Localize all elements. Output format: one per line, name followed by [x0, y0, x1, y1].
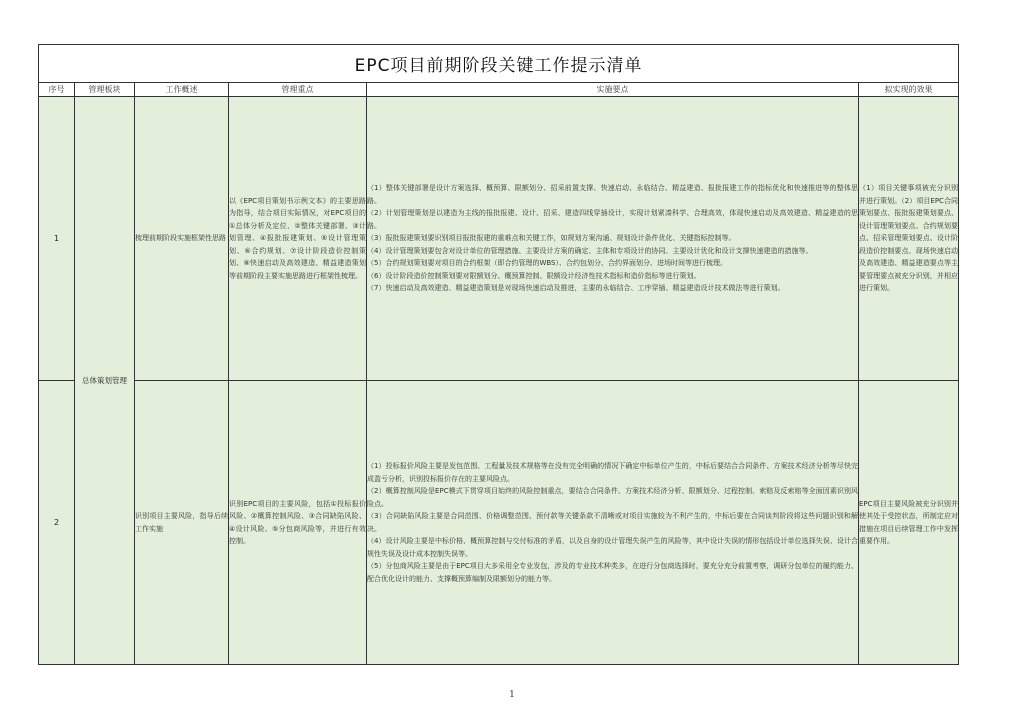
point-item: （3）报批报建策划要识别项目报批报建的重难点和关键工作，如规划方案沟通、规划设计条件优化、关键指标控制等。 — [367, 234, 736, 243]
point-item: （2）概算控制风险是EPC模式下贯穿项目始终的风险控制重点，要结合合同条件、方案技术经济分析、限额划分、过程控制、索赔及反索赔等全面因素识别风险点。 — [367, 487, 858, 508]
point-item: （7）快速启动及高效建造、精益建造策划是对现场快速启动及推进，主要的永临结合、工序穿插、精益建造设计技术做法等进行策划。 — [367, 284, 785, 293]
point-item: （5）分包商风险主要是由于EPC项目大多采用全专业发包，涉及的专业技术种类多，在进行分包商选择时，要充分充分前置考察，调研分包单位的履约能力、配合优化设计的能力、支撑概预算编制及限额划分的能力等。 — [367, 562, 858, 583]
module-cell: 总体策划管理 — [75, 97, 135, 665]
header-row — [39, 83, 959, 97]
row-effect: （1）项目关键事项被充分识别并进行策划。（2）项目EPC合同策划要点、报批报建策划要点、设计管理策划要点、合约规划要点、招采管理策划要点、设计阶段造价控制要点、现场快速启动及高效建造、精益建造要点等主要管理要点被充分识别，并相应进行策划。 — [859, 97, 959, 381]
point-item: （6）设计阶段造价控制策划要对限额划分、概预算控制、限额设计经济性技术指标和造价指标等进行策划。 — [367, 271, 701, 280]
header-effect: 拟实现的效果 — [859, 83, 959, 97]
header-focus: 管理重点 — [229, 83, 367, 97]
row-effect: EPC项目主要风险被充分识别并使其处于受控状态，所制定应对措施在项目后续管理工作中发挥重要作用。 — [859, 381, 959, 665]
row-points — [367, 97, 859, 381]
table-row — [39, 381, 959, 665]
header-overview: 工作概述 — [135, 83, 229, 97]
row-seq: 2 — [39, 381, 75, 665]
point-item: （1）投标报价风险主要是发包范围、工程量及技术规格等在没有完全明确的情况下确定中标单位产生的，中标后要结合合同条件、方案技术经济分析等尽快完成盈亏分析，识别投标报价存在的主要风险点。 — [367, 462, 858, 483]
row-focus: 以《EPC项目策划书示例文本》的主要思路为指导，结合项目实际情况，对EPC项目的①总体分析及定位、②整体关键部署、③计划管理、④报批报建策划、⑤设计管理策划、⑥合约规划、⑦设计阶段造价控制策划、⑧快速启动及高效建造、精益建造策划等前期阶段主要实施思路进行框架性梳理。 — [229, 97, 367, 381]
point-item: （3）合同缺陷风险主要是合同范围、价格调整范围、预付款等关键条款不清晰或对项目实施较为不利产生的，中标后要在合同谈判阶段将这些问题识别和解决。 — [367, 512, 858, 533]
header-seq: 序号 — [39, 83, 75, 97]
point-item: （4）设计风险主要是中标价格、概预算控制与交付标准的矛盾，以及自身的设计管理失误产生的风险等，其中设计失误的情形包括设计单位选择失误、设计合规性失误及设计成本控制失误等。 — [367, 537, 858, 558]
point-item: （2）计划管理策划是以建造为主线的报批报建、设计、招采、建造四线穿插设计，实现计划紧凑科学、合理高效，体现快速启动及高效建造、精益建造的思路。 — [367, 209, 858, 230]
point-item: （4）设计管理策划要包含对设计单位的管理措施、主要设计方案的确定、主体和专项设计的协同、主要设计优化和设计支撑快速建造的措施等。 — [367, 246, 813, 255]
point-item: （1）整体关键部署是设计方案选择、概预算、限额划分、招采前置支撑、快速启动、永临结合、精益建造、报批报建工作的指标优化和快速推进等的整体思路。 — [367, 184, 858, 205]
document-title: EPC项目前期阶段关键工作提示清单 — [39, 45, 959, 83]
header-module: 管理板块 — [75, 83, 135, 97]
checklist-table — [38, 44, 959, 665]
row-overview: 梳理前期阶段实施框架性思路 — [135, 97, 229, 381]
header-points: 实施要点 — [367, 83, 859, 97]
row-focus: 识别EPC项目的主要风险，包括①投标报价风险、②概算控制风险、③合同缺陷风险、④设计风险、⑤分包商风险等，并进行有效控制。 — [229, 381, 367, 665]
page-number: 1 — [509, 690, 515, 700]
table-row — [39, 97, 959, 381]
row-overview: 识别项目主要风险，指导后续工作实施 — [135, 381, 229, 665]
point-item: （5）合约规划策划要对项目的合约框架（即合约管理的WBS）、合约包划分、合约界面划分、进场时间等进行梳理。 — [367, 259, 727, 268]
row-points — [367, 381, 859, 665]
row-seq: 1 — [39, 97, 75, 381]
